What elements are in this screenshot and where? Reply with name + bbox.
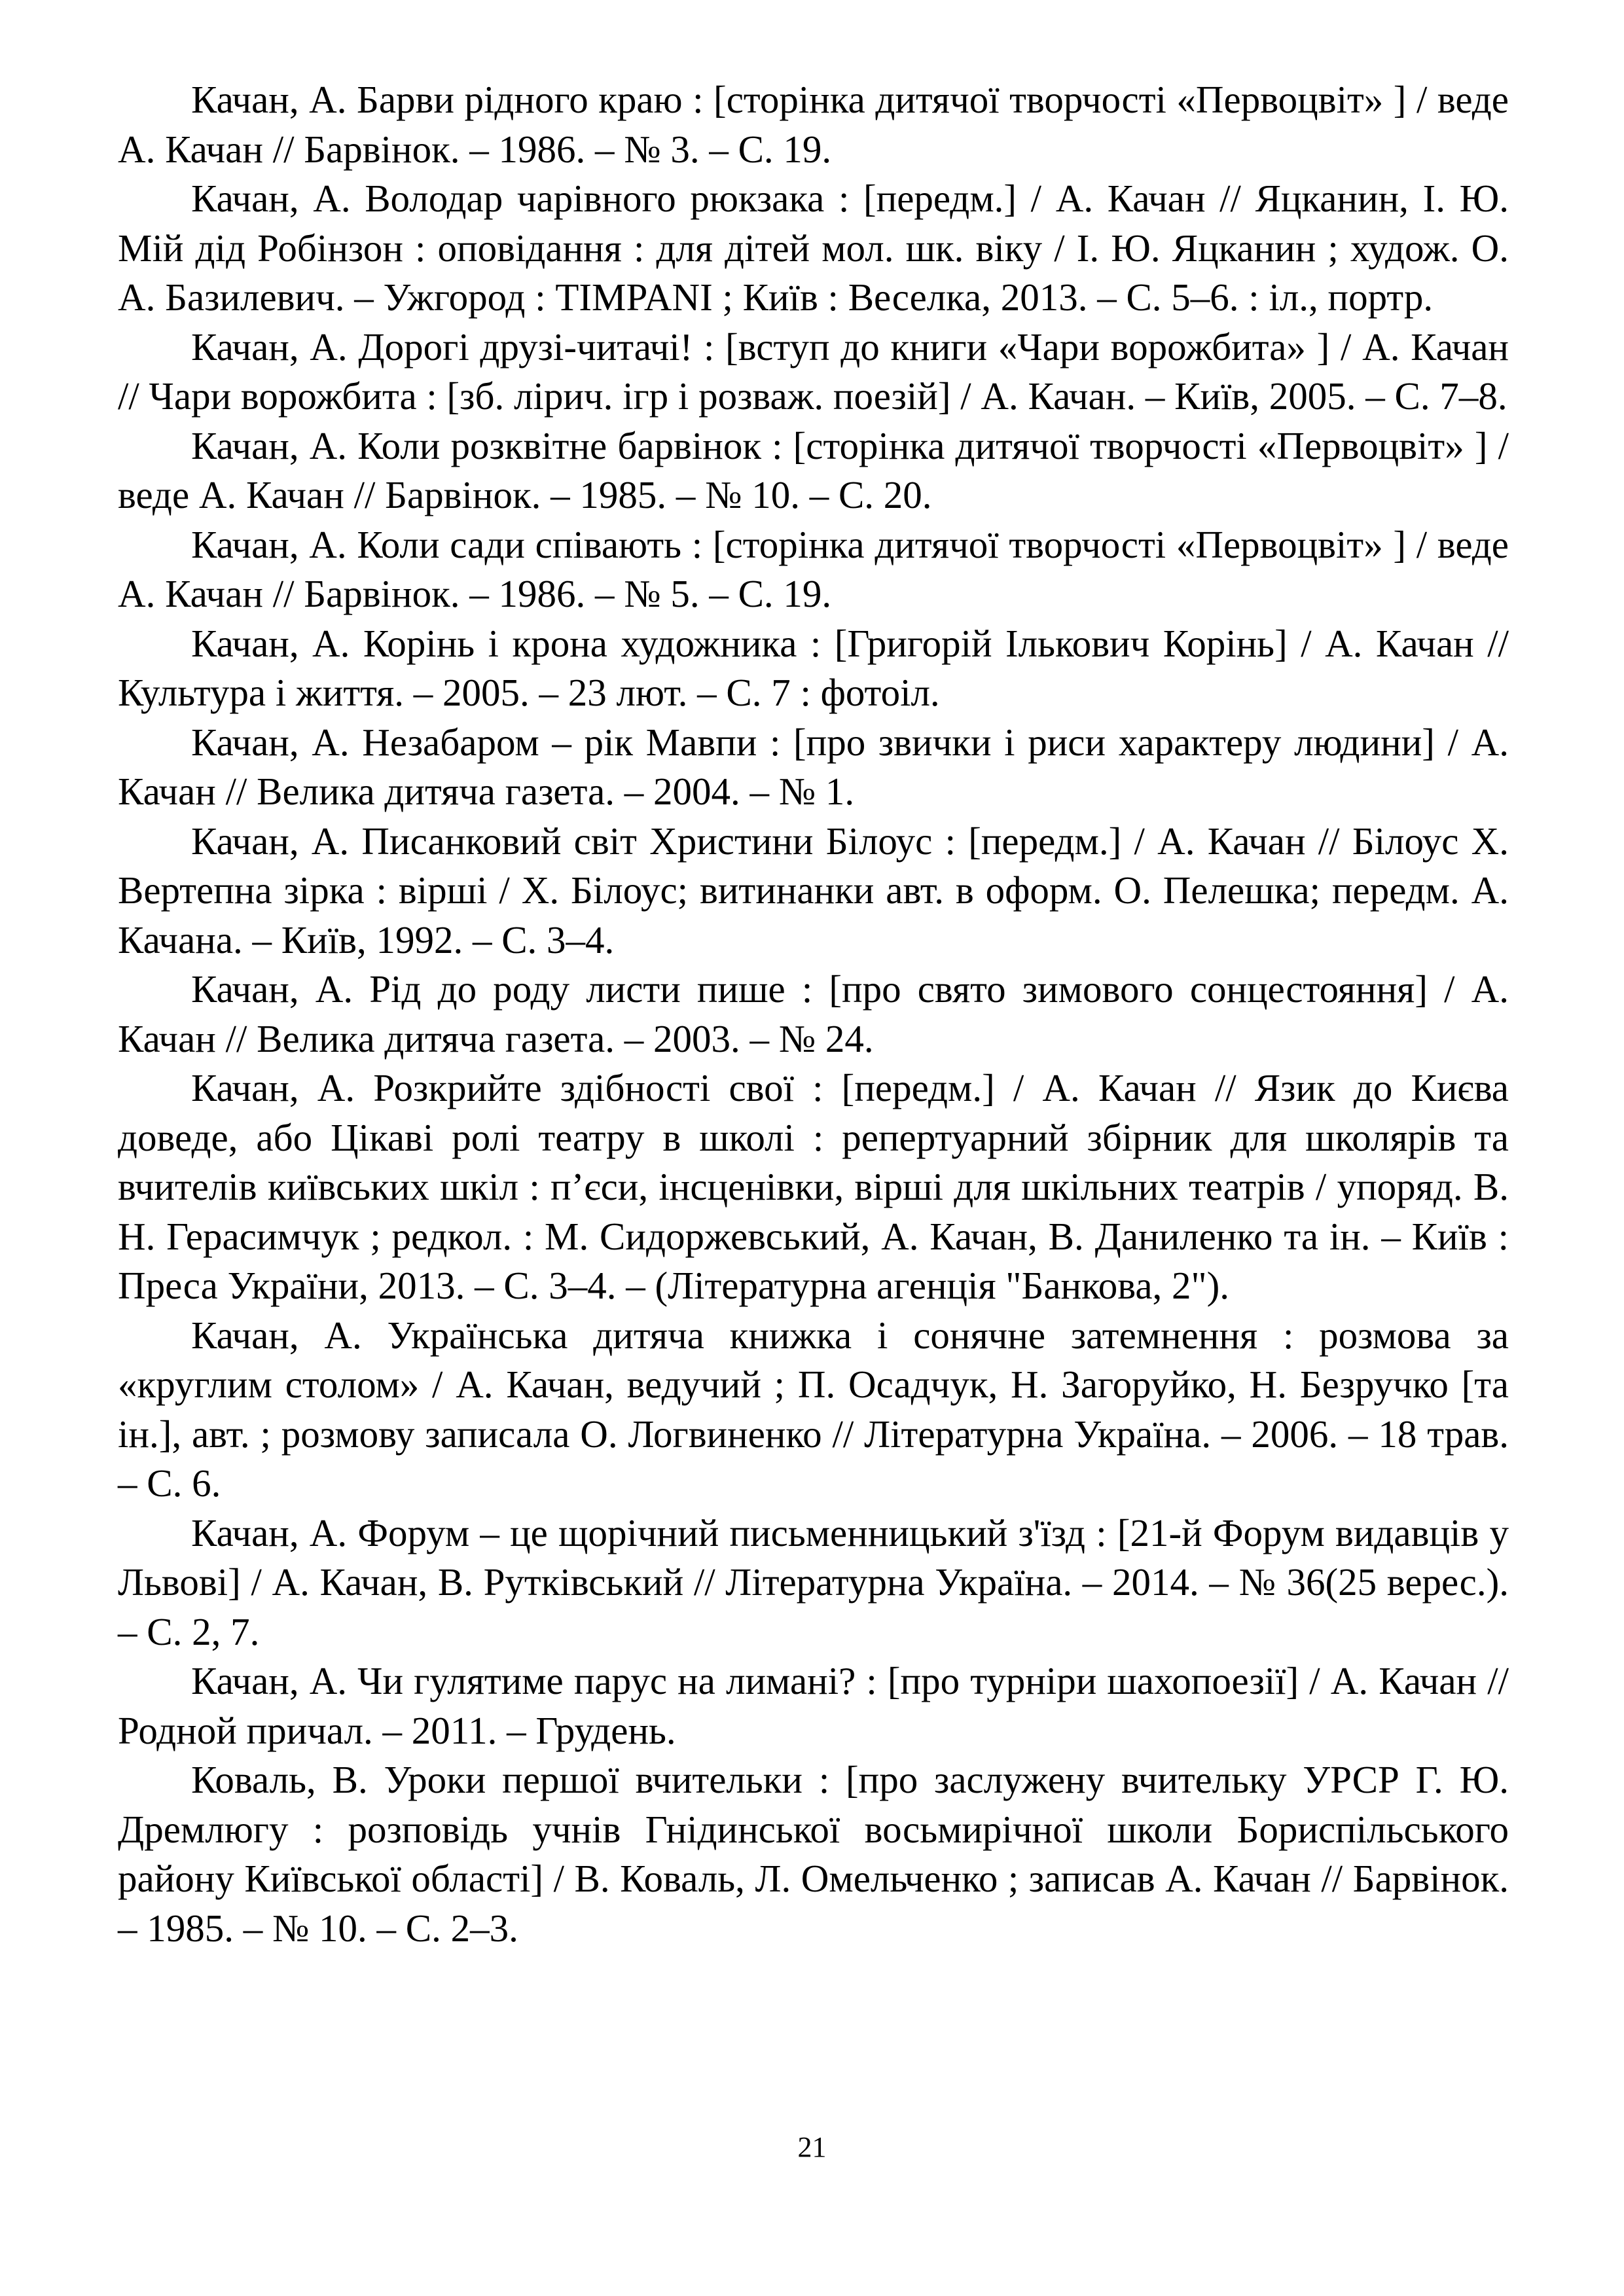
bibliography-entry: Качан, А. Корінь і крона художника : [Григорій Ількович Корінь] / А. Качан // Культура і життя. – 2005. – 23 лют. – С. 7 : фотоіл. — [118, 621, 1509, 714]
bibliography-entry: Качан, А. Дорогі друзі-читачі! : [вступ до книги «Чари ворожбита» ] / А. Качан // Чари ворожбита : [зб. лірич. ігр і розваж. поезій] / А. Качан. – Київ, 2005. – С. 7–8. — [118, 325, 1509, 418]
bibliography-entry: Качан, А. Коли сади співають : [сторінка дитячої творчості «Первоцвіт» ] / веде А. Качан // Барвінок. – 1986. – № 5. – С. 19. — [118, 522, 1509, 615]
bibliography-entry: Качан, А. Розкрийте здібності свої : [передм.] / А. Качан // Язик до Києва доведе, або Цікаві ролі театру в школі : репертуарний збірник для школярів та вчителів київських шкіл : п’єси, інсценівки, вірші для шкільних театрів / упоряд. В. Н. Герасимчук ; редкол. : М. Сидоржевський, А. Качан, В. Даниленко та ін. – Київ : Преса України, 2013. – С. 3–4. – (Літературна агенція "Банкова, 2"). — [118, 1066, 1509, 1307]
bibliography-entry: Качан, А. Незабаром – рік Мавпи : [про звички і риси характеру людини] / А. Качан // Велика дитяча газета. – 2004. – № 1. — [118, 720, 1509, 813]
bibliography-entry: Качан, А. Барви рідного краю : [сторінка дитячої творчості «Первоцвіт» ] / веде А. Качан // Барвінок. – 1986. – № 3. – С. 19. — [118, 78, 1509, 171]
bibliography-entry: Качан, А. Коли розквітне барвінок : [сторінка дитячої творчості «Первоцвіт» ] / веде А. Качан // Барвінок. – 1985. – № 10. – С. 20. — [118, 423, 1509, 516]
bibliography-entry: Качан, А. Рід до роду листи пише : [про свято зимового сонцестояння] / А. Качан // Велика дитяча газета. – 2003. – № 24. — [118, 967, 1509, 1060]
bibliography-list — [118, 75, 1509, 1953]
bibliography-entry: Коваль, В. Уроки першої вчительки : [про заслужену вчительку УРСР Г. Ю. Дремлюгу : розповідь учнів Гнідинської восьмирічної школи Бориспільського району Київської області] / В. Коваль, Л. Омельченко ; записав А. Качан // Барвінок. – 1985. – № 10. – С. 2–3. — [118, 1758, 1509, 1950]
bibliography-entry: Качан, А. Чи гулятиме парус на лимані? : [про турніри шахопоезії] / А. Качан // Родной причал. – 2011. – Грудень. — [118, 1659, 1509, 1752]
bibliography-entry: Качан, А. Писанковий світ Христини Білоус : [передм.] / А. Качан // Білоус Х. Вертепна зірка : вірші / Х. Білоус; витинанки авт. в оформ. О. Пелешка; передм. А. Качана. – Київ, 1992. – С. 3–4. — [118, 819, 1509, 961]
page-number: 21 — [797, 2131, 827, 2163]
bibliography-entry: Качан, А. Українська дитяча книжка і сонячне затемнення : розмова за «круглим столом» / А. Качан, ведучий ; П. Осадчук, Н. Загоруйко, Н. Безручко [та ін.], авт. ; розмову записала О. Логвиненко // Літературна Україна. – 2006. – 18 трав. – С. 6. — [118, 1313, 1509, 1505]
bibliography-entry: Качан, А. Володар чарівного рюкзака : [передм.] / А. Качан // Яцканин, І. Ю. Мій дід Робінзон : оповідання : для дітей мол. шк. віку / І. Ю. Яцканин ; худож. О. А. Базилевич. – Ужгород : TIMPANI ; Київ : Веселка, 2013. – С. 5–6. : іл., портр. — [118, 177, 1509, 319]
bibliography-entry: Качан, А. Форум – це щорічний письменницький з'їзд : [21-й Форум видавців у Львові] / А. Качан, В. Рутківський // Літературна Україна. – 2014. – № 36(25 верес.). – С. 2, 7. — [118, 1511, 1509, 1653]
